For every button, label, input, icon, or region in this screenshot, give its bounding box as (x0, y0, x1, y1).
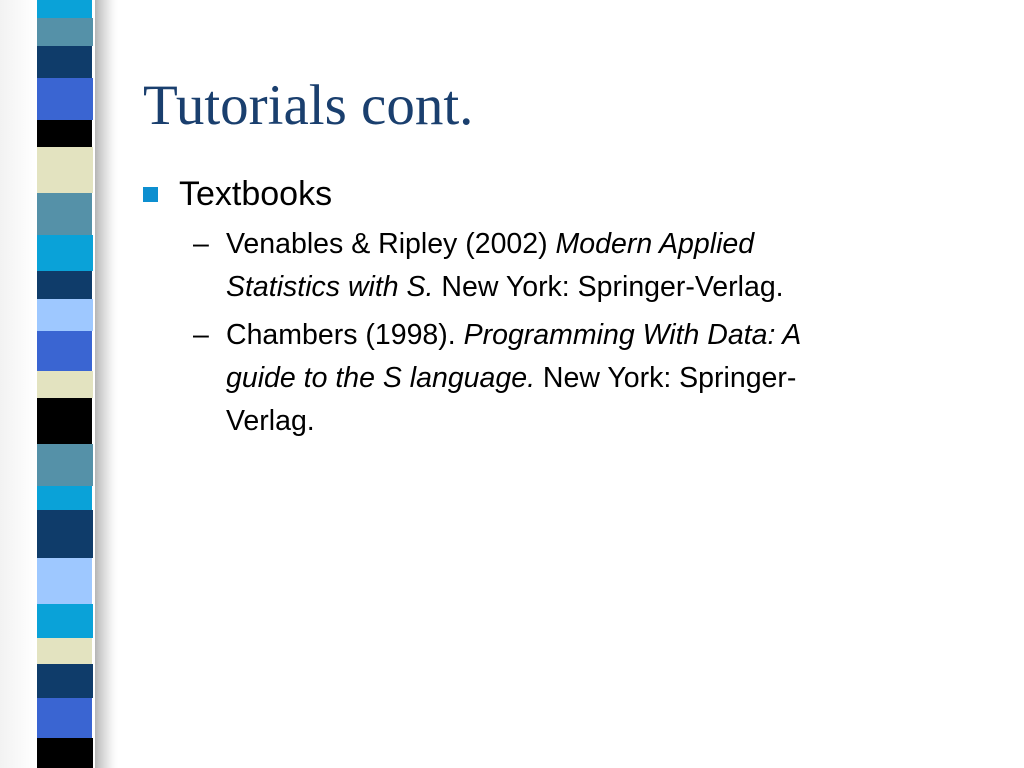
reference-chambers (193, 314, 953, 443)
stripe-shadow (95, 0, 120, 768)
reference-publisher: New York: Springer-Verlag. (433, 271, 784, 303)
dash-bullet: – (193, 228, 209, 260)
stripe-left-margin (0, 0, 36, 768)
reference-publisher: Verlag. (226, 405, 315, 437)
reference-line (193, 400, 953, 443)
reference-line (193, 314, 953, 357)
reference-line (193, 266, 953, 309)
reference-line (193, 357, 953, 400)
decorative-stripe-band (0, 0, 130, 768)
reference-title: Programming With Data: A (463, 319, 802, 351)
reference-title: Modern Applied (555, 228, 755, 260)
reference-author: Venables & Ripley (2002) (226, 228, 556, 260)
bullet-textbooks (143, 170, 332, 218)
reference-author: Chambers (1998). (226, 319, 464, 351)
reference-venables-ripley (193, 223, 953, 309)
reference-title: guide to the S language. (226, 362, 536, 394)
square-bullet-icon (143, 187, 158, 202)
stripe-blocks (37, 0, 93, 768)
bullet-label: Textbooks (179, 174, 333, 213)
dash-bullet: – (193, 319, 209, 351)
reference-publisher: New York: Springer- (535, 362, 797, 394)
slide-title: Tutorials cont. (143, 74, 474, 137)
reference-title: Statistics with S. (226, 271, 434, 303)
reference-line (193, 223, 953, 266)
